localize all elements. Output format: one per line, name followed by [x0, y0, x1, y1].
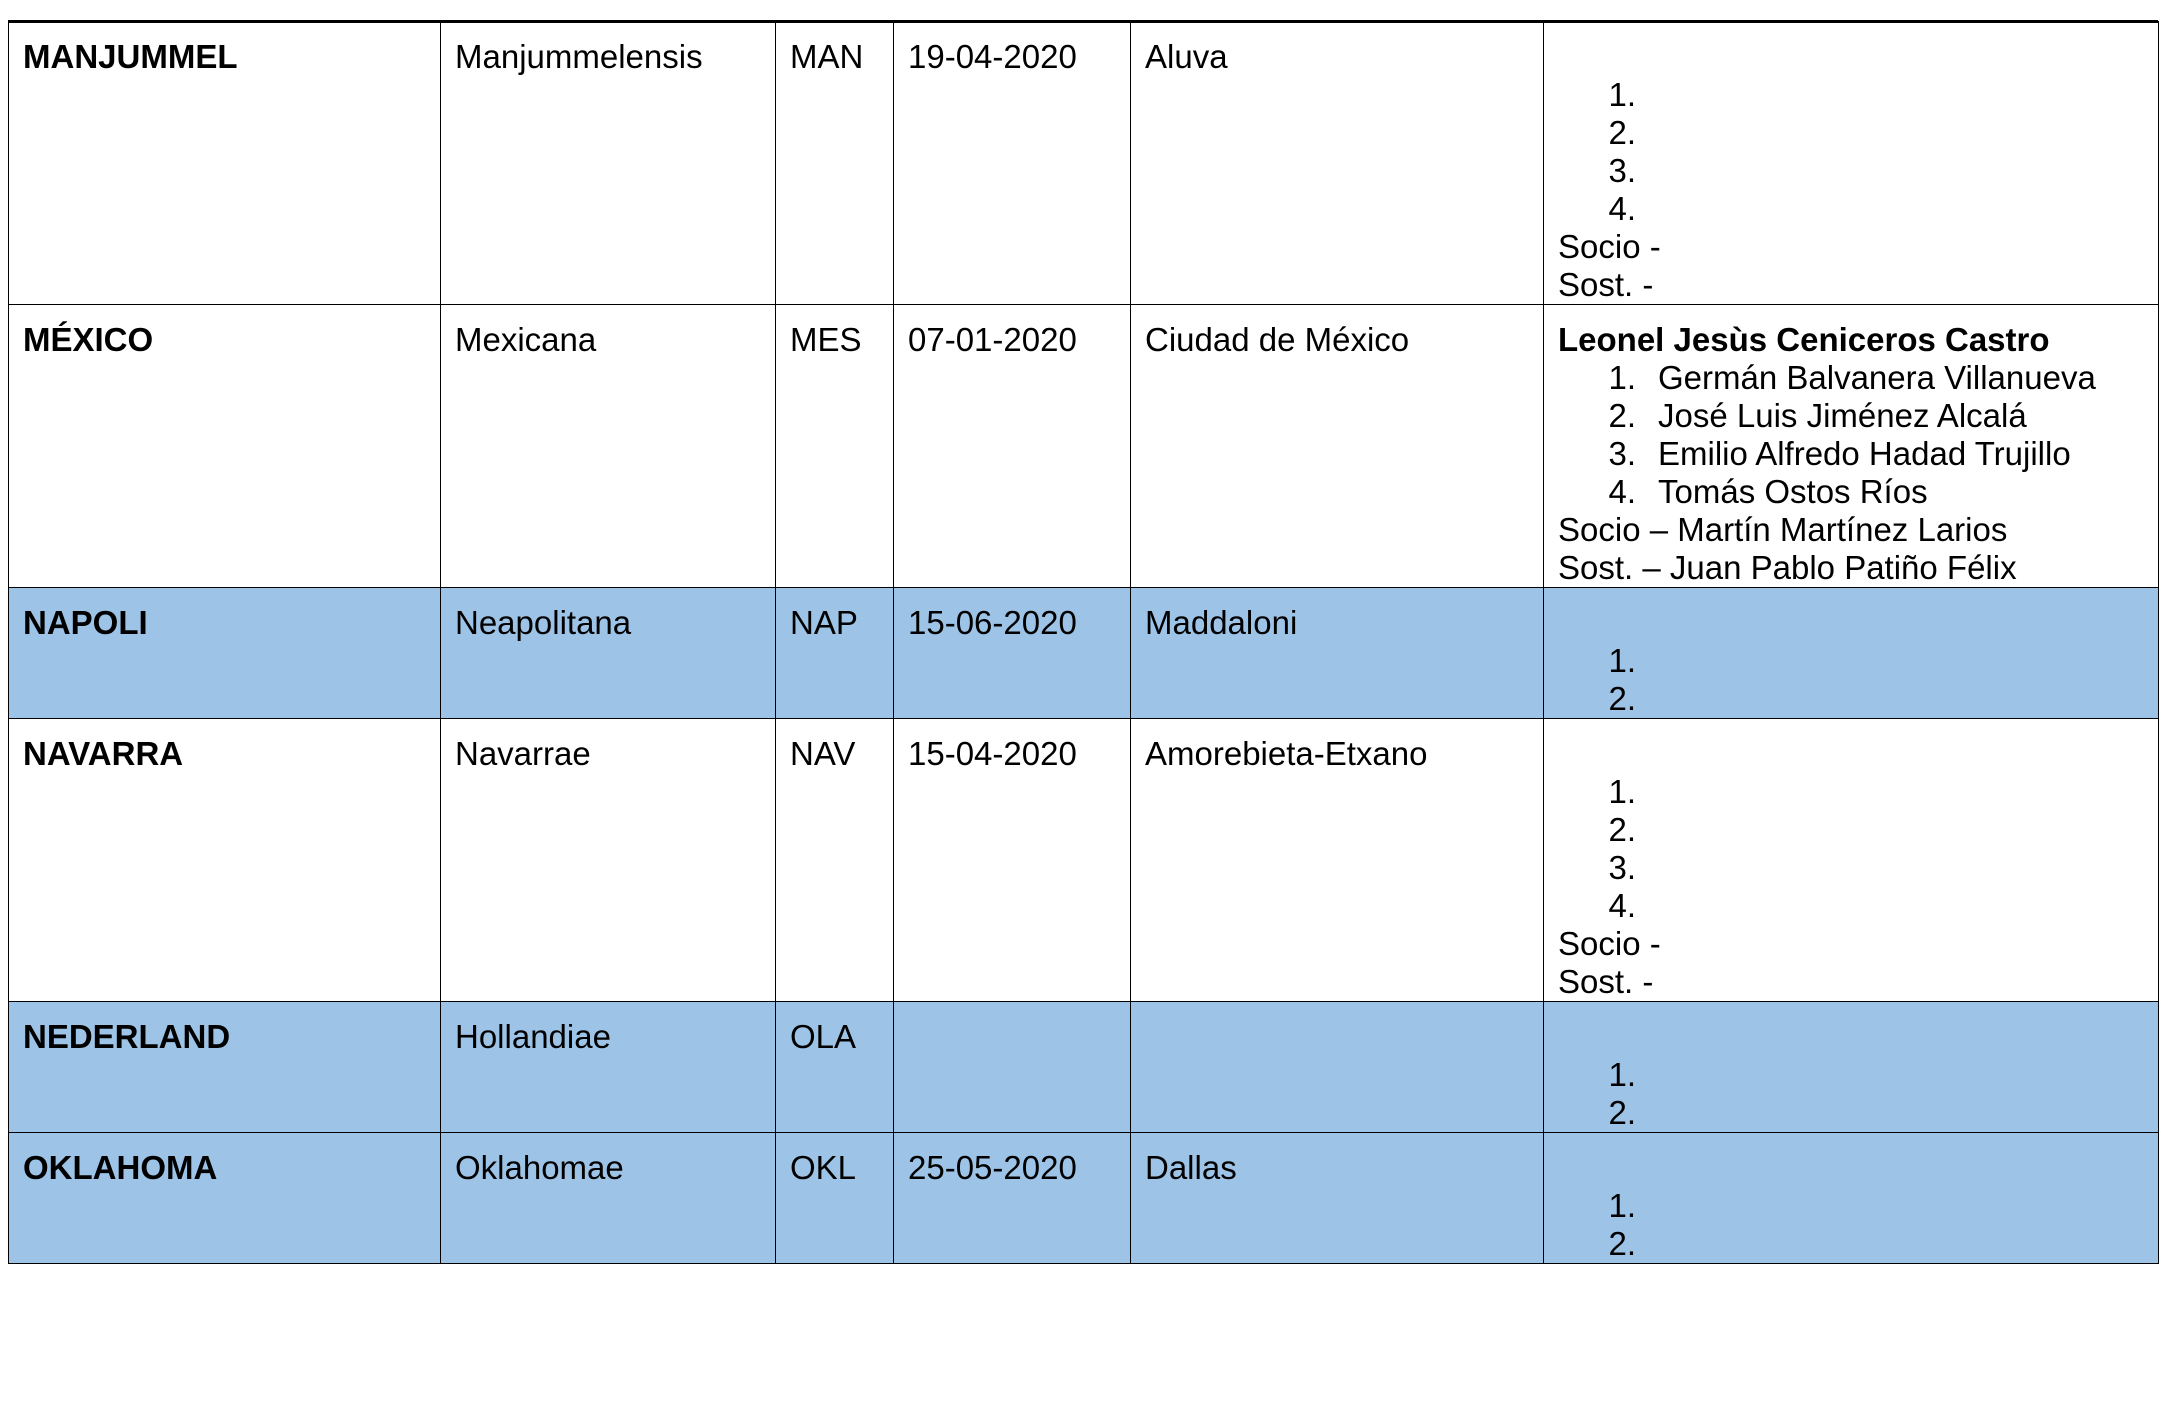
list-number: 2.: [1608, 397, 1636, 434]
list-number: 1.: [1608, 76, 1636, 113]
list-item: [1558, 359, 2144, 397]
chapter-name-cell: NAPOLI: [9, 588, 441, 719]
list-item: [1558, 811, 2144, 849]
list-number: 3.: [1608, 849, 1636, 886]
chapter-name-cell: NAVARRA: [9, 719, 441, 1002]
list-number: 1.: [1608, 359, 1636, 396]
leader-name: [1558, 604, 2144, 642]
list-number: 1.: [1608, 773, 1636, 810]
list-item: [1558, 397, 2144, 435]
list-item: [1558, 76, 2144, 114]
latin-name-cell: Oklahomae: [441, 1133, 776, 1264]
list-item: [1558, 190, 2144, 228]
list-item: [1558, 435, 2144, 473]
table-row: [9, 305, 2159, 588]
leader-name: [1558, 1018, 2144, 1056]
date-cell: 15-04-2020: [894, 719, 1131, 1002]
chapter-name-cell: MÉXICO: [9, 305, 441, 588]
member-list: [1558, 76, 2144, 228]
latin-name-cell: Mexicana: [441, 305, 776, 588]
list-item: [1558, 773, 2144, 811]
list-item: [1558, 114, 2144, 152]
members-cell: [1544, 22, 2159, 305]
socio-line: Socio -: [1558, 925, 1661, 962]
date-cell: 19-04-2020: [894, 22, 1131, 305]
list-number: 3.: [1608, 435, 1636, 472]
latin-name-cell: Neapolitana: [441, 588, 776, 719]
code-cell: NAV: [776, 719, 894, 1002]
code-cell: OLA: [776, 1002, 894, 1133]
members-cell: [1544, 1002, 2159, 1133]
date-cell: 07-01-2020: [894, 305, 1131, 588]
list-item: [1558, 152, 2144, 190]
list-item: [1558, 1056, 2144, 1094]
latin-name-cell: Manjummelensis: [441, 22, 776, 305]
roster-body: [9, 22, 2159, 1264]
leader-name: [1558, 735, 2144, 773]
members-cell: [1544, 719, 2159, 1002]
list-item: [1558, 642, 2144, 680]
list-number: 2.: [1608, 114, 1636, 151]
leader-name: [1558, 38, 2144, 76]
member-list: [1558, 642, 2144, 718]
code-cell: OKL: [776, 1133, 894, 1264]
table-row: [9, 22, 2159, 305]
city-cell: Ciudad de México: [1131, 305, 1544, 588]
city-cell: [1131, 1002, 1544, 1133]
member-name: José Luis Jiménez Alcalá: [1658, 397, 2027, 434]
sost-line: Sost. – Juan Pablo Patiño Félix: [1558, 549, 2017, 586]
member-list: [1558, 1187, 2144, 1263]
code-cell: MES: [776, 305, 894, 588]
city-cell: Amorebieta-Etxano: [1131, 719, 1544, 1002]
list-number: 4.: [1608, 190, 1636, 227]
member-list: [1558, 1056, 2144, 1132]
leader-name: [1558, 1149, 2144, 1187]
date-cell: 15-06-2020: [894, 588, 1131, 719]
list-number: 1.: [1608, 1056, 1636, 1093]
leader-name: Leonel Jesùs Ceniceros Castro: [1558, 321, 2050, 358]
list-item: [1558, 1094, 2144, 1132]
date-cell: 25-05-2020: [894, 1133, 1131, 1264]
chapter-name-cell: MANJUMMEL: [9, 22, 441, 305]
members-cell: [1544, 305, 2159, 588]
code-cell: MAN: [776, 22, 894, 305]
table-row: [9, 1133, 2159, 1264]
member-name: Emilio Alfredo Hadad Trujillo: [1658, 435, 2071, 472]
city-cell: Aluva: [1131, 22, 1544, 305]
latin-name-cell: Hollandiae: [441, 1002, 776, 1133]
sost-line: Sost. -: [1558, 266, 1654, 303]
table-row: [9, 588, 2159, 719]
document-page: [8, 21, 2158, 1264]
city-cell: Maddaloni: [1131, 588, 1544, 719]
roster-table: [8, 21, 2159, 1264]
member-name: Germán Balvanera Villanueva: [1658, 359, 2096, 396]
members-cell: [1544, 588, 2159, 719]
list-item: [1558, 1187, 2144, 1225]
member-list: [1558, 773, 2144, 925]
sost-line: Sost. -: [1558, 963, 1654, 1000]
table-row: [9, 1002, 2159, 1133]
list-number: 1.: [1608, 1187, 1636, 1224]
list-number: 2.: [1608, 680, 1636, 717]
list-number: 2.: [1608, 811, 1636, 848]
member-name: Tomás Ostos Ríos: [1658, 473, 1928, 510]
list-number: 4.: [1608, 473, 1636, 510]
date-cell: [894, 1002, 1131, 1133]
socio-line: Socio – Martín Martínez Larios: [1558, 511, 2008, 548]
latin-name-cell: Navarrae: [441, 719, 776, 1002]
member-list: [1558, 359, 2144, 511]
list-number: 2.: [1608, 1094, 1636, 1131]
list-number: 3.: [1608, 152, 1636, 189]
chapter-name-cell: NEDERLAND: [9, 1002, 441, 1133]
list-item: [1558, 1225, 2144, 1263]
chapter-name-cell: OKLAHOMA: [9, 1133, 441, 1264]
table-row: [9, 719, 2159, 1002]
list-item: [1558, 680, 2144, 718]
list-item: [1558, 473, 2144, 511]
list-number: 4.: [1608, 887, 1636, 924]
list-item: [1558, 849, 2144, 887]
socio-line: Socio -: [1558, 228, 1661, 265]
list-number: 1.: [1608, 642, 1636, 679]
members-cell: [1544, 1133, 2159, 1264]
list-item: [1558, 887, 2144, 925]
list-number: 2.: [1608, 1225, 1636, 1262]
code-cell: NAP: [776, 588, 894, 719]
city-cell: Dallas: [1131, 1133, 1544, 1264]
